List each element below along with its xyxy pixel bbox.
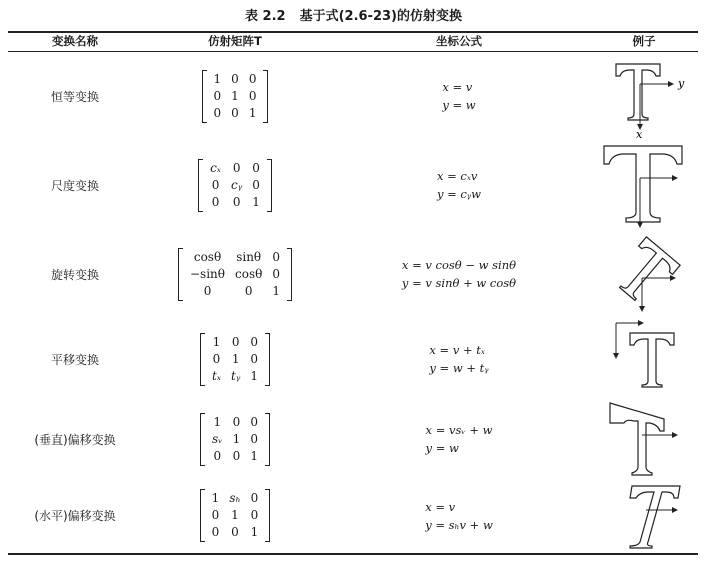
header-coordinate-equations: 坐标公式 xyxy=(436,34,482,48)
right-bracket xyxy=(263,70,268,123)
table-row xyxy=(0,318,707,400)
transform-name: 恒等变换 xyxy=(50,89,99,104)
transform-name: (垂直)偏移变换 xyxy=(34,432,116,447)
formula-cell xyxy=(328,140,590,230)
affine-matrix: 1 0 0 0 1 0 tₓ tᵧ 1 xyxy=(200,333,270,386)
translated-t-example-icon xyxy=(596,319,692,399)
affine-matrix: 1 0 0 0 1 0 0 0 1 xyxy=(202,70,269,123)
header-example: 例子 xyxy=(632,34,656,48)
affine-matrix: cosθ sinθ 0 −sinθ cosθ 0 0 0 1 xyxy=(178,248,292,301)
example-cell xyxy=(590,478,698,553)
table-caption xyxy=(0,5,707,24)
left-bracket xyxy=(202,70,207,123)
left-bracket xyxy=(200,413,205,466)
transform-name: 平移变换 xyxy=(50,352,99,367)
rotated-t-example-icon xyxy=(596,232,692,316)
affine-matrix: 1 sₕ 0 0 1 0 0 0 1 xyxy=(200,489,271,542)
example-cell xyxy=(590,230,698,318)
example-cell xyxy=(590,140,698,230)
caption-number: 表 2.2 xyxy=(245,9,286,24)
coordinate-formula: x = v + tₓ y = w + tᵧ xyxy=(429,343,489,375)
bottom-rule xyxy=(8,553,698,555)
coordinate-formula: x = cₓv y = cᵧw xyxy=(436,169,482,201)
formula-cell xyxy=(328,52,590,140)
table-row xyxy=(0,140,707,230)
matrix-cell xyxy=(142,52,328,140)
left-bracket xyxy=(198,159,203,212)
transform-name: 旋转变换 xyxy=(50,267,99,282)
table-row xyxy=(0,230,707,318)
transform-name: (水平)偏移变换 xyxy=(34,509,116,523)
coordinate-formula: x = v y = w xyxy=(442,80,476,112)
affine-matrix: 1 0 0 sᵥ 1 0 0 0 1 xyxy=(200,413,270,466)
right-bracket xyxy=(265,333,270,386)
matrix-cell xyxy=(142,478,328,553)
right-bracket xyxy=(267,159,272,212)
formula-cell xyxy=(328,230,590,318)
header-transform-name: 变换名称 xyxy=(52,34,98,48)
caption-title: 基于式(2.6-23)的仿射变换 xyxy=(299,9,462,24)
svg-text:y: y xyxy=(678,77,685,90)
formula-cell xyxy=(328,400,590,478)
matrix-cell xyxy=(142,318,328,400)
example-cell xyxy=(590,400,698,478)
scaled-t-example-icon xyxy=(596,142,692,228)
table-row xyxy=(0,400,707,478)
affine-matrix: cₓ 0 0 0 cᵧ 0 0 0 1 xyxy=(198,159,272,212)
formula-cell xyxy=(328,318,590,400)
coordinate-formula: x = vsᵥ + w y = w xyxy=(425,423,493,455)
table-row xyxy=(0,52,707,140)
formula-cell xyxy=(328,478,590,553)
table-header xyxy=(0,31,707,51)
right-bracket xyxy=(265,489,270,542)
right-bracket xyxy=(265,413,270,466)
table-row xyxy=(0,478,707,553)
coordinate-formula: x = v cosθ − w sinθ y = v sinθ + w cosθ xyxy=(401,258,517,290)
example-cell xyxy=(590,318,698,400)
vertical-shear-t-example-icon xyxy=(596,401,692,477)
example-cell xyxy=(590,52,698,140)
horizontal-shear-t-example-icon xyxy=(596,480,692,552)
identity-t-example-icon xyxy=(596,54,692,138)
matrix-cell xyxy=(142,400,328,478)
left-bracket xyxy=(200,333,205,386)
matrix-cell xyxy=(142,230,328,318)
left-bracket xyxy=(200,489,205,542)
coordinate-formula: x = v y = sₕv + w xyxy=(425,499,493,532)
right-bracket xyxy=(287,248,292,301)
header-affine-matrix: 仿射矩阵T xyxy=(208,34,262,48)
left-bracket xyxy=(178,248,183,301)
svg-text:x: x xyxy=(636,128,643,138)
matrix-cell xyxy=(142,140,328,230)
transform-name: 尺度变换 xyxy=(50,178,99,193)
